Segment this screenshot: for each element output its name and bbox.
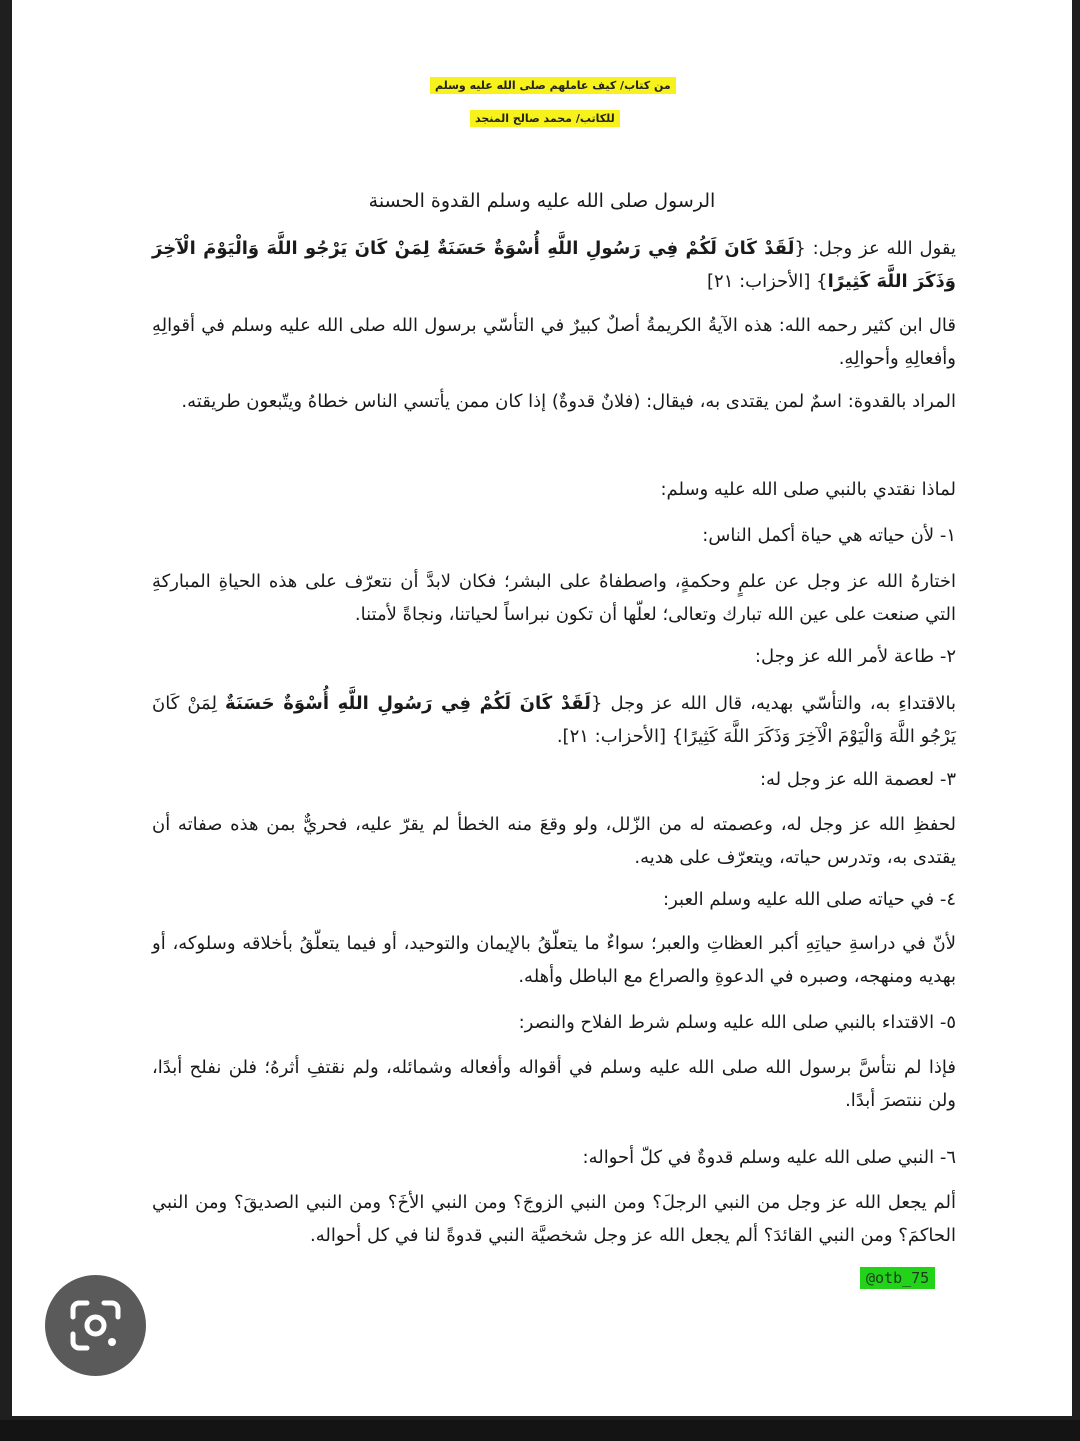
- document-content: [12, 0, 1072, 1416]
- paragraph-verse-1: [152, 232, 956, 298]
- paragraph-point-3: لحفظِ الله عز وجل له، وعصمته له من الزّلل، ولو وقعَ منه الخطأ لم يقرّ عليه، فحريٌّ بمن هذه صفاته أن يقتدى به، وتدرس حياته، ويتعرّف على هديه.: [152, 814, 956, 868]
- author-handle: @otb_75: [860, 1267, 935, 1289]
- heading-point-2: ٢- طاعة لأمر الله عز وجل:: [754, 646, 956, 667]
- paragraph-point-4: لأنّ في دراسةِ حياتِهِ أكبر العظاتِ والعبر؛ سواءٌ ما يتعلّقُ بالإيمان والتوحيد، أو فيما يتعلّقُ بأخلاقه وسلوكه، أو بهديه ومنهجه، وصبره في الدعوةِ والصراع مع الباطل وأهله.: [152, 933, 956, 987]
- heading-point-6: ٦- النبي صلى الله عليه وسلم قدوةٌ في كلّ أحواله:: [582, 1147, 956, 1168]
- heading-point-1: ١- لأن حياته هي حياة أكمل الناس:: [702, 525, 956, 546]
- verse-intro: بالاقتداءِ به، والتأسّي بهديه، قال الله عز وجل {: [590, 693, 956, 714]
- paragraph-point-1: اختارهُ الله عز وجل عن علمٍ وحكمةٍ، واصطفاهُ على البشر؛ فكان لابدَّ أن نتعرّف على هذه الحياةِ المباركةِ التي صنعت على عين الله تبارك وتعالى؛ لعلّها أن تكون نبراساً لحياتنا، ونجاةً لأمتنا.: [152, 571, 956, 625]
- bottom-edge: [0, 1420, 1080, 1441]
- quran-verse: لَقَدْ كَانَ لَكُمْ فِي رَسُولِ اللَّهِ أُسْوَةٌ حَسَنَةٌ لِمَنْ كَانَ يَرْجُو اللَّهَ وَالْيَوْمَ الْآخِرَ وَذَكَرَ اللَّهَ كَثِيرًا: [152, 238, 956, 292]
- verse-intro: يقول الله عز وجل: {: [794, 238, 956, 259]
- paragraph-point-2: [152, 687, 956, 753]
- verse-reference: } [الأحزاب: ٢١]: [707, 271, 828, 292]
- paragraph-definition: المراد بالقدوة: اسمٌ لمن يقتدى به، فيقال: (فلانٌ قدوةٌ) إذا كان ممن يأتسي الناس خطاهُ ويتّبعون طريقته.: [181, 391, 956, 412]
- google-lens-icon: [67, 1297, 124, 1354]
- document-image: [12, 0, 1072, 1416]
- paragraph-ibn-kathir: قال ابن كثير رحمه الله: هذه الآيةُ الكريمةُ أصلٌ كبيرٌ في التأسّي برسول الله صلى الله عليه وسلم في أقوالِهِ وأفعالِهِ وأحوالِهِ.: [152, 315, 956, 369]
- heading-why-follow: لماذا نقتدي بالنبي صلى الله عليه وسلم:: [660, 479, 956, 500]
- paragraph-point-5: فإذا لم نتأسَّ برسول الله صلى الله عليه وسلم في أقواله وأفعاله وشمائله، ولم نقتفِ أثرهُ؛ فلن نفلح أبدًا، ولن ننتصرَ أبدًا.: [152, 1057, 956, 1111]
- verse-rest: لِمَنْ كَانَ يَرْجُو اللَّهَ وَالْيَوْمَ الْآخِرَ وَذَكَرَ اللَّهَ كَثِيرًا} [الأحزاب: ٢١].: [152, 693, 956, 747]
- heading-point-4: ٤- في حياته صلى الله عليه وسلم العبر:: [663, 889, 956, 910]
- page-title: الرسول صلى الله عليه وسلم القدوة الحسنة: [368, 190, 716, 212]
- quran-verse: لَقَدْ كَانَ لَكُمْ فِي رَسُولِ اللَّهِ أُسْوَةٌ حَسَنَةٌ: [225, 693, 591, 714]
- source-book-line: من كتاب/ كيف عاملهم صلى الله عليه وسلم: [430, 77, 676, 94]
- paragraph-point-6: ألم يجعل الله عز وجل من النبي الرجلَ؟ ومن النبي الزوجَ؟ ومن النبي الأخَ؟ ومن النبي الصديقَ؟ ومن النبي الحاكمَ؟ ومن النبي القائدَ؟ ألم يجعل الله عز وجل شخصيَّة النبي قدوةً لنا في كل أحواله.: [152, 1192, 956, 1246]
- heading-point-5: ٥- الاقتداء بالنبي صلى الله عليه وسلم شرط الفلاح والنصر:: [518, 1012, 956, 1033]
- lens-search-button[interactable]: [45, 1275, 146, 1376]
- heading-point-3: ٣- لعصمة الله عز وجل له:: [759, 769, 956, 790]
- author-line: للكاتب/ محمد صالح المنجد: [470, 110, 620, 127]
